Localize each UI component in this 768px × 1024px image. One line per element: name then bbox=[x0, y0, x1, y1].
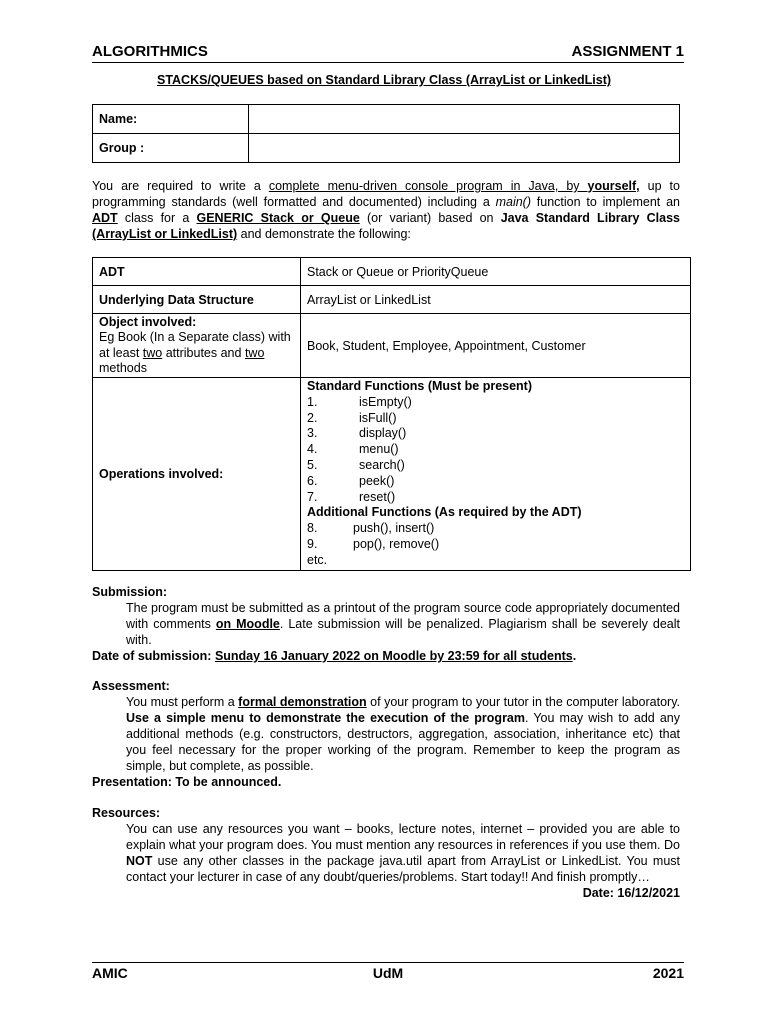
footer-right: 2021 bbox=[652, 965, 684, 981]
name-label: Name: bbox=[93, 105, 249, 134]
standard-function-item: 6. peek() bbox=[307, 473, 395, 488]
intro-paragraph: You are required to write a complete menu-driven console program in Java, by yourself, up to programming standards (well formatted and documented) including a main() function to implement an ADT class for a GENERIC Stack or Queue (or variant) based on Java Standard Library Class (ArrayList or LinkedList) and demonstrate the following: bbox=[92, 179, 680, 241]
additional-functions-heading: Additional Functions (As required by the ADT) bbox=[307, 505, 582, 520]
presentation-note: Presentation: To be announced. bbox=[92, 775, 282, 789]
assessment-section bbox=[92, 678, 680, 790]
standard-function-item: 2. isFull() bbox=[307, 410, 397, 425]
name-field[interactable] bbox=[249, 105, 680, 134]
submission-heading: Submission: bbox=[92, 585, 168, 599]
operations-list bbox=[301, 378, 691, 571]
group-label: Group : bbox=[93, 134, 249, 163]
resources-heading: Resources: bbox=[92, 806, 161, 820]
document-date: Date: 16/12/2021 bbox=[582, 886, 680, 900]
submission-section bbox=[92, 584, 680, 664]
footer-left: AMIC bbox=[92, 965, 128, 981]
assessment-heading: Assessment: bbox=[92, 679, 170, 693]
page-footer bbox=[92, 962, 684, 983]
group-field[interactable] bbox=[249, 134, 680, 163]
etc-text: etc. bbox=[307, 552, 328, 567]
standard-function-item: 7. reset() bbox=[307, 489, 396, 504]
additional-function-item: 8. push(), insert() bbox=[307, 521, 435, 536]
resources-text: You can use any resources you want – books, lecture notes, internet – provided you are able to explain what your program does. You must mention any resources in references if you use them. Do NOT use any other classes in the package java.util apart from ArrayList or LinkedList. You must contact your lecturer in case of any doubt/queries/problems. Start today!! And finish promptly… bbox=[126, 822, 680, 884]
adt-label: ADT bbox=[93, 258, 301, 286]
adt-value: Stack or Queue or PriorityQueue bbox=[301, 258, 691, 286]
student-info-table bbox=[92, 104, 680, 163]
additional-function-item: 9. pop(), remove() bbox=[307, 536, 440, 551]
object-label: Object involved: Eg Book (In a Separate class) with at least two attributes and two methods bbox=[93, 314, 301, 378]
submission-date: Date of submission: Sunday 16 January 2022 on Moodle by 23:59 for all students. bbox=[92, 649, 577, 663]
uds-label: Underlying Data Structure bbox=[93, 286, 301, 314]
uds-value: ArrayList or LinkedList bbox=[301, 286, 691, 314]
page-header bbox=[92, 43, 684, 63]
assessment-text: You must perform a formal demonstration of your program to your tutor in the computer laboratory. Use a simple menu to demonstrate the execution of the program. You may wish to add any additional methods (e.g. constructors, destructors, aggregation, association, inheritance etc) that you feel necessary for the proper working of the program. Remember to keep the program as simple, but complete, as possible. bbox=[126, 695, 681, 773]
standard-function-item: 4. menu() bbox=[307, 442, 399, 457]
resources-section bbox=[92, 805, 680, 901]
specification-table bbox=[92, 257, 691, 571]
document-subtitle: STACKS/QUEUES based on Standard Library Class (ArrayList or LinkedList) bbox=[156, 73, 612, 87]
standard-function-item: 1. isEmpty() bbox=[307, 394, 412, 409]
operations-label: Operations involved: bbox=[93, 378, 301, 571]
standard-functions-heading: Standard Functions (Must be present) bbox=[307, 379, 533, 393]
standard-function-item: 3. display() bbox=[307, 426, 407, 441]
submission-text: The program must be submitted as a printout of the program source code appropriately documented with comments on Moodle. Late submission will be penalized. Plagiarism shall be severely dealt with. bbox=[126, 601, 680, 647]
footer-center: UdM bbox=[372, 965, 404, 981]
header-course: ALGORITHMICS bbox=[92, 43, 208, 60]
object-value: Book, Student, Employee, Appointment, Customer bbox=[301, 314, 691, 378]
standard-function-item: 5. search() bbox=[307, 457, 405, 472]
header-assignment: ASSIGNMENT 1 bbox=[571, 43, 684, 60]
